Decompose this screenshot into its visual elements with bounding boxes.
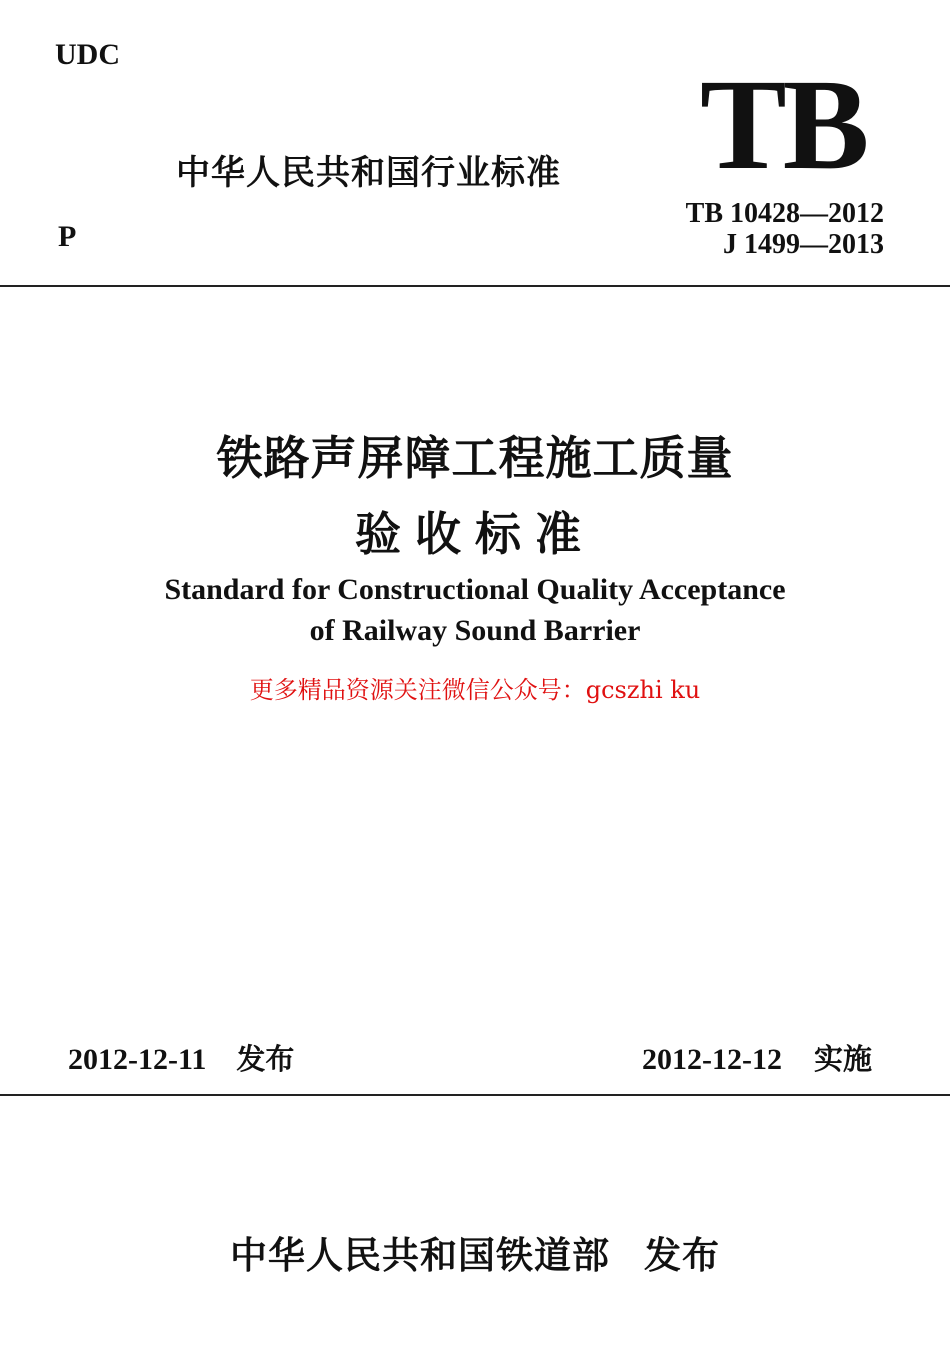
bottom-divider [0, 1094, 950, 1096]
standard-numbers [686, 198, 884, 260]
issue-date: 2012-12-11 [68, 1043, 207, 1076]
title-cn-line2: 验收标准 [355, 507, 595, 561]
record-number: J 1499—2013 [723, 229, 884, 260]
title-cn-line1: 铁路声屏障工程施工质量 [216, 431, 734, 485]
issue-label: 发布 [236, 1042, 295, 1076]
publisher-line [0, 1225, 950, 1279]
effective-date: 2012-12-12 [642, 1043, 782, 1076]
issue-date-block [68, 1037, 294, 1078]
standard-number: TB 10428—2012 [685, 198, 884, 229]
promo-text: 更多精品资源关注微信公众号：gcszhi ku [249, 676, 701, 704]
udc-label: UDC [55, 38, 120, 71]
effective-date-block [642, 1037, 872, 1078]
title-en-line2: of Railway Sound Barrier [309, 614, 641, 647]
publisher-verb: 发布 [644, 1234, 720, 1277]
publisher-name: 中华人民共和国铁道部 [230, 1234, 610, 1277]
effective-label: 实施 [813, 1042, 872, 1076]
category-code: P [58, 220, 77, 253]
top-divider [0, 285, 950, 287]
tb-mark: TB [700, 53, 866, 197]
industry-standard-heading: 中华人民共和国行业标准 [176, 153, 561, 193]
title-en-line1: Standard for Constructional Quality Acceptance [164, 573, 786, 606]
